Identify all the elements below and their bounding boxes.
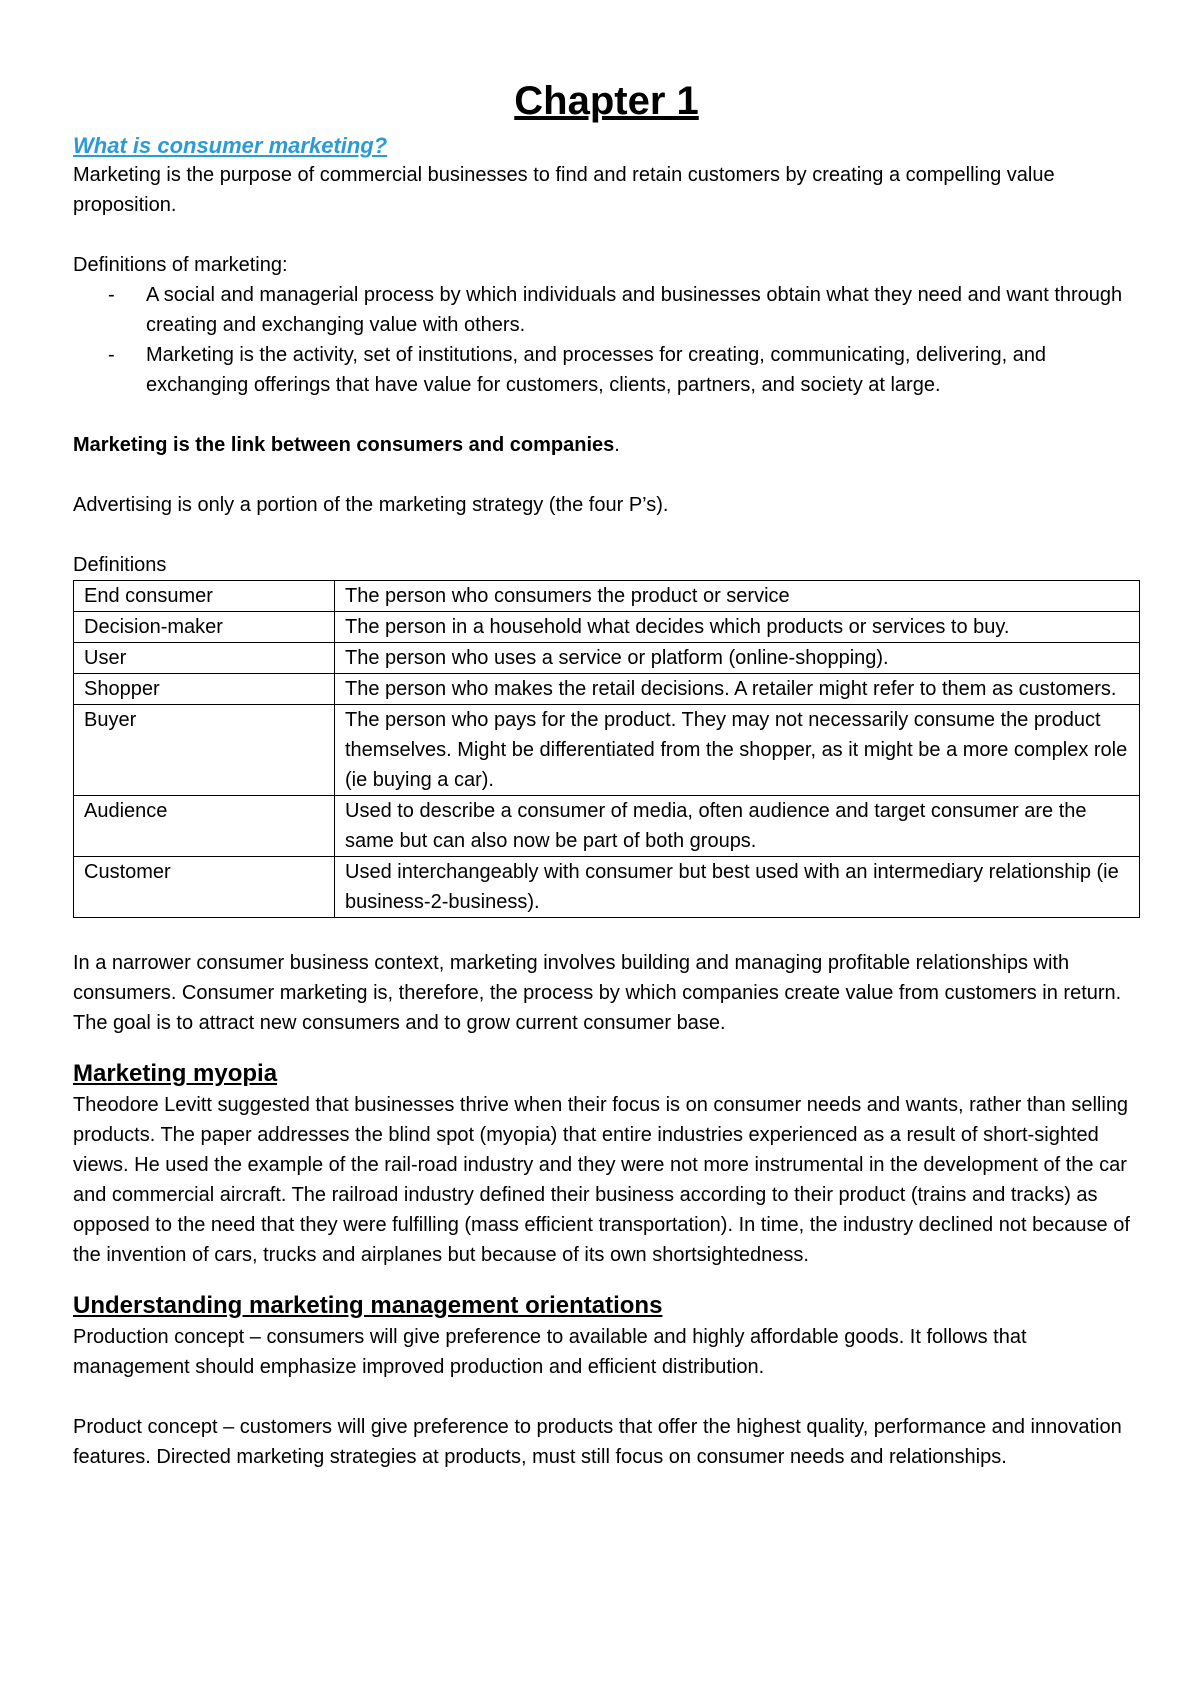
intro-paragraph: Marketing is the purpose of commercial businesses to find and retain customers by creating a compelling value proposition. bbox=[73, 164, 1055, 216]
table-row bbox=[74, 643, 1140, 674]
table-cell-term: End consumer bbox=[74, 581, 335, 612]
table-row bbox=[74, 612, 1140, 643]
table-row bbox=[74, 705, 1140, 796]
product-concept-paragraph: Product concept – customers will give preference to products that offer the highest quality, performance and innovation features. Directed marketing strategies at products, must still focus on consumer needs and relationships. bbox=[73, 1416, 1122, 1468]
advertising-statement: Advertising is only a portion of the marketing strategy (the four P’s). bbox=[73, 494, 669, 516]
link-statement-period: . bbox=[614, 434, 620, 456]
definition-list-item: - A social and managerial process by which individuals and businesses obtain what they need and want through creating and exchanging value with others. bbox=[146, 280, 1140, 340]
myopia-paragraph: Theodore Levitt suggested that businesses thrive when their focus is on consumer needs and wants, rather than selling products. The paper addresses the blind spot (myopia) that entire industries experienced as a result of short-sighted views. He used the example of the rail-road industry and they were not more instrumental in the development of the car and commercial aircraft. The railroad industry defined their business according to their product (trains and tracks) as opposed to the need that they were fulfilling (mass efficient transportation). In time, the industry declined not because of the invention of cars, trucks and airplanes but because of its own shortsightedness. bbox=[73, 1094, 1130, 1266]
table-cell-definition: The person who makes the retail decisions. A retailer might refer to them as customers. bbox=[335, 674, 1140, 705]
myopia-heading: Marketing myopia bbox=[73, 1060, 278, 1087]
link-statement bbox=[73, 430, 1140, 460]
table-cell-definition: The person who consumers the product or service bbox=[335, 581, 1140, 612]
table-cell-term: Audience bbox=[74, 796, 335, 857]
table-cell-term: Shopper bbox=[74, 674, 335, 705]
table-cell-definition: The person who pays for the product. They may not necessarily consume the product themselves. Might be differentiated from the shopper, as it might be a more complex role (ie buying a car). bbox=[335, 705, 1140, 796]
page-title: Chapter 1 bbox=[514, 79, 699, 123]
table-cell-term: User bbox=[74, 643, 335, 674]
definitions-list bbox=[73, 280, 1140, 400]
table-cell-definition: The person who uses a service or platform (online-shopping). bbox=[335, 643, 1140, 674]
definitions-table-label: Definitions bbox=[73, 554, 167, 576]
table-cell-definition: Used to describe a consumer of media, often audience and target consumer are the same but can also now be part of both groups. bbox=[335, 796, 1140, 857]
table-row bbox=[74, 674, 1140, 705]
spacer bbox=[73, 1270, 1140, 1290]
table-cell-term: Customer bbox=[74, 857, 335, 918]
spacer bbox=[73, 400, 1140, 430]
definition-list-item: - Marketing is the activity, set of institutions, and processes for creating, communicating, delivering, and exchanging offerings that have value for customers, clients, partners, and society at large. bbox=[146, 340, 1140, 400]
link-statement-text: Marketing is the link between consumers and companies bbox=[73, 434, 615, 456]
spacer bbox=[73, 220, 1140, 250]
table-cell-definition: Used interchangeably with consumer but best used with an intermediary relationship (ie business-2-business). bbox=[335, 857, 1140, 918]
intro-heading: What is consumer marketing? bbox=[73, 133, 388, 158]
table-cell-definition: The person in a household what decides which products or services to buy. bbox=[335, 612, 1140, 643]
spacer bbox=[73, 918, 1140, 948]
spacer bbox=[73, 520, 1140, 550]
narrower-context-paragraph: In a narrower consumer business context, marketing involves building and managing profitable relationships with consumers. Consumer marketing is, therefore, the process by which companies create value from customers in return. The goal is to attract new consumers and to grow current consumer base. bbox=[73, 952, 1122, 1034]
document-page bbox=[73, 70, 1140, 1472]
definitions-of-marketing-label: Definitions of marketing: bbox=[73, 254, 288, 276]
table-cell-term: Decision-maker bbox=[74, 612, 335, 643]
production-concept-paragraph: Production concept – consumers will give preference to available and highly affordable goods. It follows that management should emphasize improved production and efficient distribution. bbox=[73, 1326, 1027, 1378]
spacer bbox=[73, 1038, 1140, 1058]
spacer bbox=[73, 460, 1140, 490]
table-row bbox=[74, 581, 1140, 612]
table-cell-term: Buyer bbox=[74, 705, 335, 796]
orientations-heading: Understanding marketing management orientations bbox=[73, 1292, 663, 1319]
spacer bbox=[73, 1382, 1140, 1412]
table-row bbox=[74, 857, 1140, 918]
definitions-table bbox=[73, 580, 1140, 918]
table-row bbox=[74, 796, 1140, 857]
